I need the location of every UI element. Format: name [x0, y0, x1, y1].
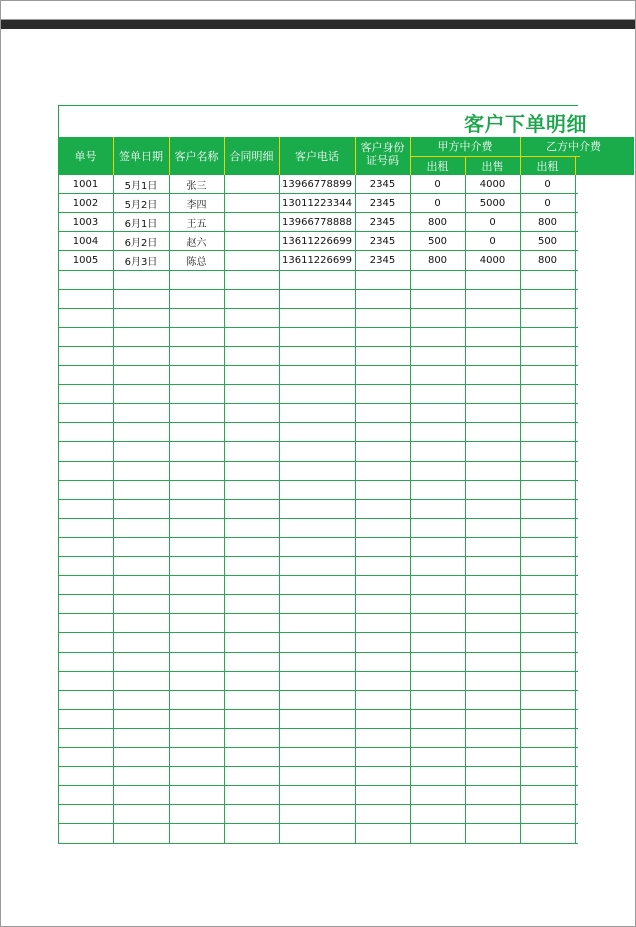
- header-b-rent: 出租: [536, 159, 559, 173]
- table-row: [58, 194, 578, 213]
- cell-sign-date[interactable]: 6月3日: [124, 257, 158, 269]
- grid-line: [465, 175, 466, 844]
- table-row: [58, 462, 578, 481]
- header-contract-detail: 合同明细: [229, 149, 274, 163]
- header-row: [58, 137, 634, 175]
- grid-line: [520, 175, 521, 844]
- cell-a-sale[interactable]: 0: [489, 236, 496, 248]
- cell-a-sale[interactable]: 5000: [479, 198, 506, 210]
- cell-order-no[interactable]: 1005: [72, 255, 99, 267]
- table-row: [58, 729, 578, 748]
- cell-customer-name[interactable]: 李四: [186, 200, 207, 212]
- grid-line: [279, 175, 280, 844]
- table-row: [58, 633, 578, 652]
- header-customer-id-line2: 证号码: [366, 153, 399, 167]
- cell-id-code[interactable]: 2345: [369, 236, 396, 248]
- grid-line: [224, 175, 225, 844]
- cell-order-no[interactable]: 1001: [72, 179, 99, 190]
- grid-line: [410, 175, 411, 844]
- table-row: [58, 672, 578, 691]
- cell-phone[interactable]: 13611226699: [282, 236, 352, 248]
- cell-contract-detail[interactable]: [224, 251, 279, 270]
- grid-line: [355, 175, 356, 844]
- header-a-rent: 出租: [426, 159, 449, 173]
- table-row: [58, 385, 578, 404]
- table-row: [58, 423, 578, 442]
- table-row: [58, 232, 578, 251]
- table-row: [58, 500, 578, 519]
- cell-phone[interactable]: 13611226699: [282, 255, 352, 267]
- cell-id-code[interactable]: 2345: [369, 179, 396, 190]
- table-row: [58, 786, 578, 805]
- table-row: [58, 290, 578, 309]
- cell-sign-date[interactable]: 6月1日: [124, 219, 158, 231]
- cell-contract-detail[interactable]: [224, 175, 279, 194]
- cell-contract-detail[interactable]: [224, 232, 279, 251]
- header-divider: [224, 137, 225, 175]
- grid-line: [58, 843, 578, 844]
- table-row: [58, 347, 578, 366]
- cell-id-code[interactable]: 2345: [369, 255, 396, 267]
- table-row: [58, 557, 578, 576]
- cell-contract-detail[interactable]: [224, 213, 279, 232]
- cell-a-rent[interactable]: 0: [434, 198, 441, 210]
- table-row: [58, 824, 578, 843]
- header-customer-phone: 客户电话: [295, 149, 339, 163]
- spreadsheet: [58, 105, 601, 847]
- header-a-sale: 出售: [481, 159, 504, 173]
- cell-customer-name[interactable]: 赵六: [186, 238, 207, 250]
- header-sign-date: 签单日期: [119, 149, 163, 163]
- table-row: [58, 767, 578, 786]
- cell-order-no[interactable]: 1004: [72, 236, 99, 248]
- table-row: [58, 442, 578, 461]
- table-row: [58, 595, 578, 614]
- cell-a-rent[interactable]: 0: [434, 179, 441, 190]
- header-divider: [355, 137, 356, 175]
- cell-contract-detail[interactable]: [224, 194, 279, 213]
- cell-id-code[interactable]: 2345: [369, 217, 396, 229]
- cell-customer-name[interactable]: 张三: [186, 181, 207, 192]
- cell-customer-name[interactable]: 王五: [186, 219, 207, 231]
- sheet-title: 客户下单明细: [464, 112, 587, 136]
- cell-phone[interactable]: 13011223344: [282, 198, 352, 210]
- cell-customer-name[interactable]: 陈总: [186, 257, 207, 269]
- table-row: [58, 366, 578, 385]
- header-divider: [279, 137, 280, 175]
- header-party-b-fee: 乙方中介费: [546, 140, 601, 153]
- header-divider: [575, 156, 576, 175]
- cell-a-sale[interactable]: 4000: [479, 255, 506, 267]
- table-row: [58, 748, 578, 767]
- table-row: [58, 805, 578, 824]
- cell-b-rent[interactable]: 500: [537, 236, 558, 248]
- cell-b-rent[interactable]: 0: [544, 198, 551, 210]
- header-order-no: 单号: [74, 149, 97, 163]
- grid-line: [575, 175, 576, 844]
- grid-line: [58, 175, 59, 844]
- table-row: [58, 213, 578, 232]
- cell-sign-date[interactable]: 5月1日: [124, 181, 158, 192]
- header-customer-id-line1: 客户身份: [360, 140, 405, 154]
- grid-line: [113, 175, 114, 844]
- table-row: [58, 691, 578, 710]
- header-subdivider: [410, 156, 580, 157]
- cell-b-rent[interactable]: 0: [544, 179, 551, 190]
- cell-a-rent[interactable]: 500: [427, 236, 448, 248]
- cell-phone[interactable]: 13966778899: [282, 179, 352, 190]
- cell-a-rent[interactable]: 800: [427, 255, 448, 267]
- table-row: [58, 576, 578, 595]
- table-row: [58, 481, 578, 500]
- table-row: [58, 175, 578, 194]
- grid-line: [169, 175, 170, 844]
- cell-order-no[interactable]: 1003: [72, 217, 99, 229]
- cell-order-no[interactable]: 1002: [72, 198, 99, 210]
- cell-a-rent[interactable]: 800: [427, 217, 448, 229]
- table-row: [58, 614, 578, 633]
- table-row: [58, 538, 578, 557]
- header-divider: [113, 137, 114, 175]
- cell-sign-date[interactable]: 6月2日: [124, 238, 158, 250]
- table-row: [58, 271, 578, 290]
- table-row: [58, 309, 578, 328]
- title-row: [58, 105, 587, 137]
- header-divider: [169, 137, 170, 175]
- cell-a-sale[interactable]: 4000: [479, 179, 506, 190]
- cell-phone[interactable]: 13966778888: [282, 217, 352, 229]
- table-row: [58, 251, 578, 270]
- table-row: [58, 404, 578, 423]
- cell-a-sale[interactable]: 0: [489, 217, 496, 229]
- cell-sign-date[interactable]: 5月2日: [124, 200, 158, 212]
- table-row: [58, 710, 578, 729]
- cell-b-rent[interactable]: 800: [537, 217, 558, 229]
- header-party-a-fee: 甲方中介费: [437, 140, 493, 153]
- table-row: [58, 328, 578, 347]
- cell-b-rent[interactable]: 800: [537, 255, 558, 267]
- cell-id-code[interactable]: 2345: [369, 198, 396, 210]
- table-row: [58, 519, 578, 538]
- header-customer-name: 客户名称: [174, 149, 219, 163]
- header-divider: [465, 156, 466, 175]
- table-row: [58, 653, 578, 672]
